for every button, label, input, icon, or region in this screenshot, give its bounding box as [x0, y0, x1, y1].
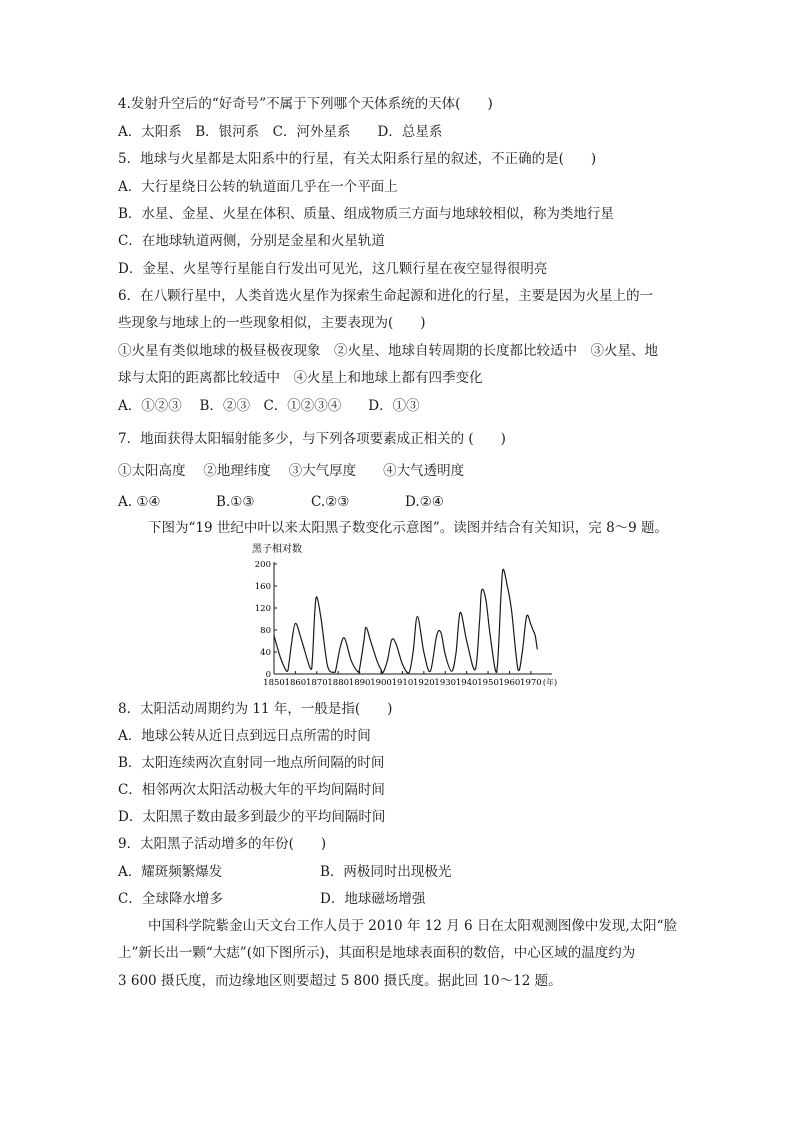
y-tick-label: 80	[260, 626, 271, 636]
y-tick-label: 0	[265, 670, 271, 680]
q8-option-a: A．地球公转从近日点到远日点所需的时间	[118, 728, 371, 744]
sunspot-chart	[252, 542, 582, 690]
q7-option-b: B.①③	[216, 494, 255, 510]
x-tick-label: 1850	[263, 678, 285, 688]
y-tick-label: 40	[260, 648, 271, 658]
x-tick-label: 1970	[520, 678, 542, 688]
q9-option-d: D．地球磁场增强	[320, 891, 426, 907]
q8-option-d: D．太阳黑子数由最多到最少的平均间隔时间	[118, 809, 386, 825]
x-axis-unit: (年)	[542, 678, 558, 687]
q6-stem-line1: 6．在八颗行星中，人类首选火星作为探索生命起源和进化的行星，主要是因为火星上的一	[118, 288, 654, 304]
q6-options: A．①②③ B．②③ C．①②③④ D．①③	[118, 398, 420, 414]
q4-stem: 4.发射升空后的“好奇号”不属于下列哪个天体系统的天体( )	[118, 96, 493, 112]
q9-option-b: B．两极同时出现极光	[320, 864, 452, 880]
q5-option-a: A．大行星绕日公转的轨道面几乎在一个平面上	[118, 179, 398, 195]
q6-items-line1: ①火星有类似地球的极昼极夜现象 ②火星、地球自转周期的长度都比较适中 ③火星、地	[118, 343, 658, 359]
x-tick-label: 1880	[327, 678, 350, 688]
x-tick-label: 1900	[370, 678, 392, 688]
y-tick-label: 200	[254, 560, 271, 570]
x-tick-label: 1940	[455, 678, 478, 688]
x-tick-label: 1910	[391, 678, 414, 688]
y-tick-label: 160	[254, 582, 271, 592]
q6-items-line2: 球与太阳的距离都比较适中 ④火星上和地球上都有四季变化	[118, 370, 483, 386]
sunspot-series-line	[274, 569, 537, 673]
q8-option-c: C．相邻两次太阳活动极大年的平均间隔时间	[118, 782, 385, 798]
q6-stem-line2: 些现象与地球上的一些现象相似，主要表现为( )	[118, 315, 426, 331]
x-tick-label: 1860	[284, 678, 307, 688]
chart-axes	[274, 562, 552, 674]
q5-stem: 5．地球与火星都是太阳系中的行星，有关太阳系行星的叙述，不正确的是( )	[118, 151, 597, 167]
y-axis-label: 黑子相对数	[252, 544, 302, 555]
q7-option-d: D.②④	[405, 494, 444, 510]
x-tick-label: 1960	[498, 678, 521, 688]
q7-option-a: A. ①④	[118, 494, 161, 510]
q9-option-c: C．全球降水增多	[118, 891, 223, 907]
q7-items: ①太阳高度 ②地理纬度 ③大气厚度 ④大气透明度	[118, 463, 465, 479]
intro-8-9: 下图为“19 世纪中叶以来太阳黑子数变化示意图”。读图并结合有关知识，完 8～9 题。	[148, 520, 669, 536]
x-tick-label: 1950	[477, 678, 499, 688]
q7-stem: 7．地面获得太阳辐射能多少，与下列各项要素成正相关的 ( )	[118, 431, 506, 447]
q5-option-c: C．在地球轨道两侧，分别是金星和火星轨道	[118, 233, 385, 249]
q9-option-a: A．耀斑频繁爆发	[118, 864, 223, 880]
q7-option-c: C.②③	[311, 494, 350, 510]
x-tick-label: 1890	[348, 678, 371, 688]
x-tick-label: 1930	[434, 678, 457, 688]
q8-stem: 8．太阳活动周期约为 11 年，一般是指( )	[118, 701, 393, 717]
x-tick-label: 1870	[305, 678, 328, 688]
q4-options: A．太阳系 B．银河系 C．河外星系 D．总星系	[118, 124, 443, 140]
q9-stem: 9．太阳黑子活动增多的年份( )	[118, 836, 327, 852]
intro-10-12-line3: 3 600 摄氏度，而边缘地区则要超过 5 800 摄氏度。据此回 10～12 题。	[118, 973, 562, 989]
intro-10-12-line1: 中国科学院紫金山天文台工作人员于 2010 年 12 月 6 日在太阳观测图像中发现,太阳“脸	[148, 918, 678, 934]
intro-10-12-line2: 上”新长出一颗“大痣”(如下图所示)，其面积是地球表面积的数倍，中心区域的温度约为	[118, 945, 636, 961]
q5-option-b: B．水星、金星、火星在体积、质量、组成物质三方面与地球较相似，称为类地行星	[118, 206, 614, 222]
q5-option-d: D．金星、火星等行星能自行发出可见光，这几颗行星在夜空显得很明亮	[118, 261, 548, 277]
y-tick-label: 120	[254, 604, 271, 614]
sunspot-chart-svg	[252, 542, 582, 690]
x-tick-label: 1920	[413, 678, 435, 688]
q8-option-b: B．太阳连续两次直射同一地点所间隔的时间	[118, 755, 385, 771]
